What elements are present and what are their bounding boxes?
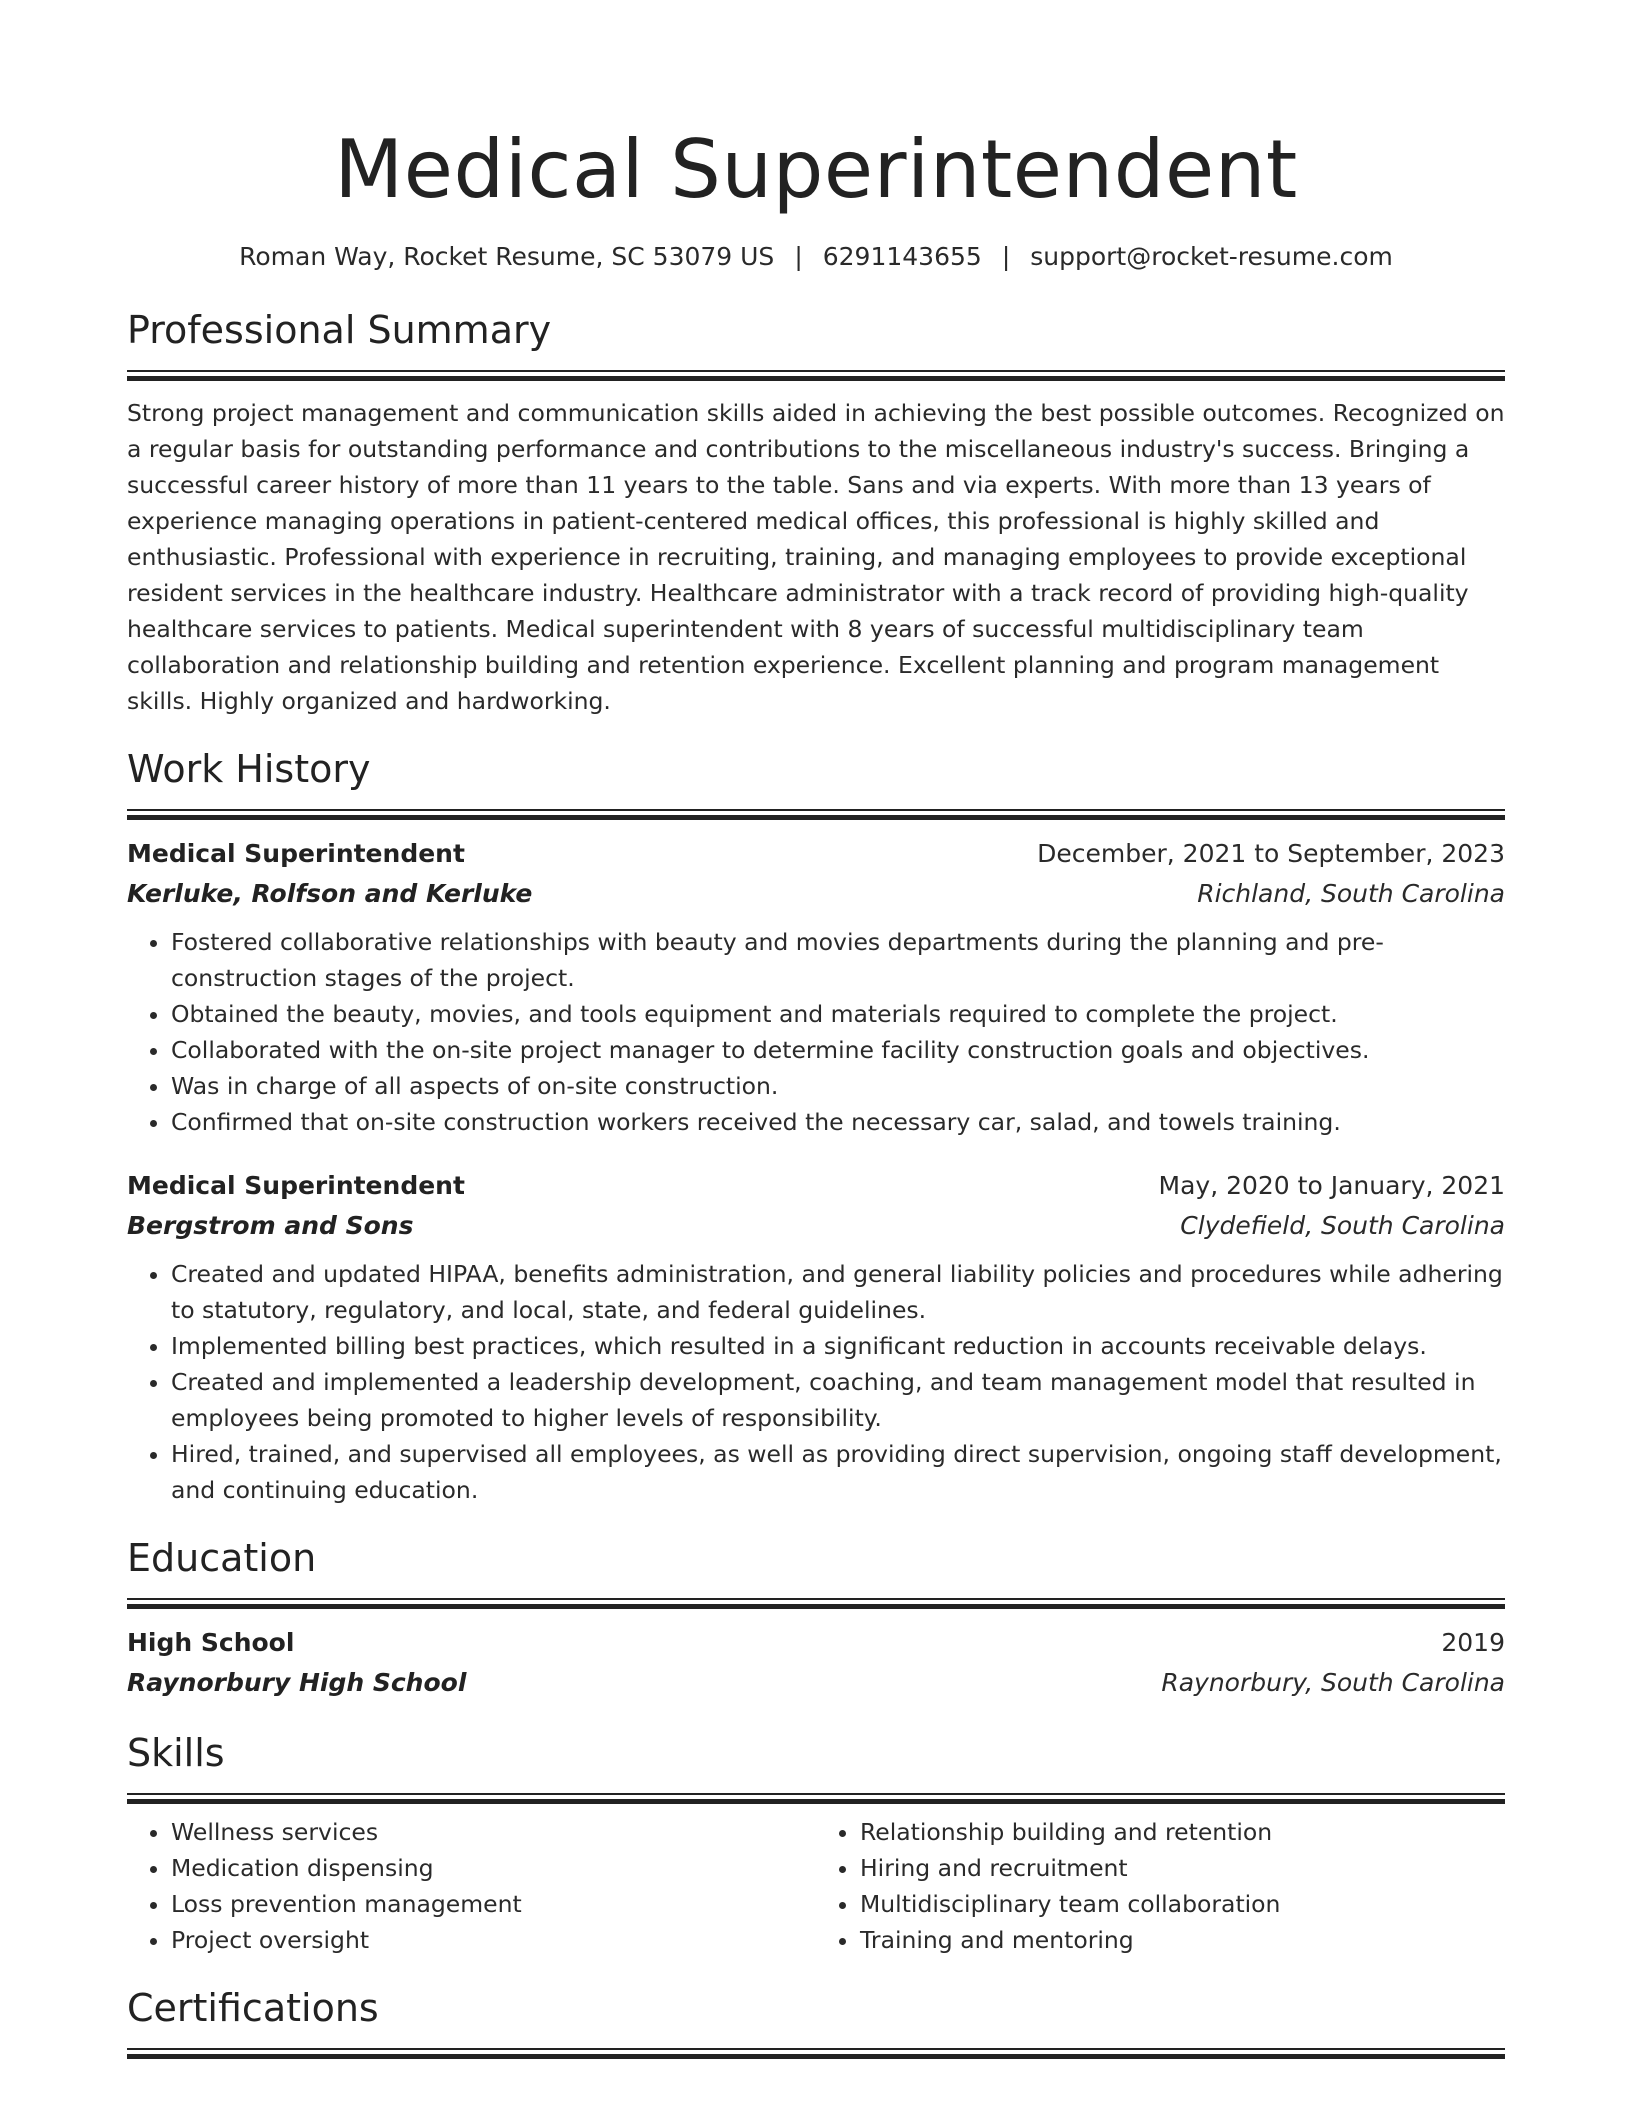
job-location: Clydefield, South Carolina xyxy=(1180,1211,1505,1240)
job-bullet: • Created and implemented a leadership development, coaching, and team management model that resulted in employees being promoted to higher levels of responsibility. xyxy=(171,1364,1505,1436)
certifications-section xyxy=(127,1982,1505,2059)
job-bullet: • Obtained the beauty, movies, and tools equipment and materials required to complete the project. xyxy=(171,996,1505,1032)
job-bullet: • Created and updated HIPAA, benefits administration, and general liability policies and procedures while adhering to statutory, regulatory, and local, state, and federal guidelines. xyxy=(171,1256,1505,1328)
resume-name: Medical Superintendent xyxy=(334,123,1298,216)
education-degree: High School xyxy=(127,1628,295,1657)
skills-right-list xyxy=(816,1814,1505,1958)
skill-item: • Loss prevention management xyxy=(171,1886,816,1922)
job-bullet: • Fostered collaborative relationships with beauty and movies departments during the planning and pre-construction stages of the project. xyxy=(171,924,1505,996)
job-entry xyxy=(127,1166,1505,1508)
section-divider xyxy=(127,370,1505,381)
contact-separator: | xyxy=(794,242,803,271)
section-divider xyxy=(127,2048,1505,2059)
education-title: Education xyxy=(127,1536,317,1580)
job-company: Bergstrom and Sons xyxy=(127,1211,414,1240)
skill-item: • Project oversight xyxy=(171,1922,816,1958)
job-location: Richland, South Carolina xyxy=(1197,879,1505,908)
skills-left-list xyxy=(127,1814,816,1958)
contact-email: support@rocket-resume.com xyxy=(1030,242,1393,271)
job-dates: May, 2020 to January, 2021 xyxy=(1158,1171,1505,1200)
skill-item: • Multidisciplinary team collaboration xyxy=(860,1886,1505,1922)
job-bullet: • Confirmed that on-site construction workers received the necessary car, salad, and towels training. xyxy=(171,1104,1505,1140)
certifications-title: Certifications xyxy=(127,1986,379,2030)
job-bullet: • Hired, trained, and supervised all employees, as well as providing direct supervision, ongoing staff development, and continuing education. xyxy=(171,1436,1505,1508)
skills-title: Skills xyxy=(127,1731,225,1775)
contact-address: Roman Way, Rocket Resume, SC 53079 US xyxy=(239,242,775,271)
skill-item: • Medication dispensing xyxy=(171,1850,816,1886)
education-school: Raynorbury High School xyxy=(127,1668,467,1697)
education-entry xyxy=(127,1623,1505,1703)
job-bullet: • Was in charge of all aspects of on-site construction. xyxy=(171,1068,1505,1104)
education-section xyxy=(127,1532,1505,1703)
contact-phone: 6291143655 xyxy=(822,242,982,271)
skill-item: • Hiring and recruitment xyxy=(860,1850,1505,1886)
skills-columns xyxy=(127,1814,1505,1958)
job-bullets xyxy=(127,1256,1505,1508)
section-divider xyxy=(127,1793,1505,1804)
job-dates: December, 2021 to September, 2023 xyxy=(1037,839,1505,868)
skill-item: • Wellness services xyxy=(171,1814,816,1850)
job-role: Medical Superintendent xyxy=(127,1171,465,1200)
job-bullet: • Collaborated with the on-site project manager to determine facility construction goals and objectives. xyxy=(171,1032,1505,1068)
education-year: 2019 xyxy=(1441,1628,1505,1657)
contact-line xyxy=(127,240,1505,274)
work-history-title: Work History xyxy=(127,747,371,791)
contact-separator: | xyxy=(1001,242,1011,271)
summary-section xyxy=(127,304,1505,719)
job-bullet: • Implemented billing best practices, which resulted in a significant reduction in accounts receivable delays. xyxy=(171,1328,1505,1364)
section-divider xyxy=(127,1598,1505,1609)
job-role: Medical Superintendent xyxy=(127,839,465,868)
summary-text: Strong project management and communication skills aided in achieving the best possible outcomes. Recognized on a regular basis for outstanding performance and contributions to the miscellaneous industry's success. Bringing a successful career history of more than 11 years to the table. Sans and via experts. With more than 13 years of experience managing operations in patient-centered medical offices, this professional is highly skilled and enthusiastic. Professional with experience in recruiting, training, and managing employees to provide exceptional resident services in the healthcare industry. Healthcare administrator with a track record of providing high-quality healthcare services to patients. Medical superintendent with 8 years of successful multidisciplinary team collaboration and relationship building and retention experience. Excellent planning and program management skills. Highly organized and hardworking. xyxy=(127,399,1505,715)
section-divider xyxy=(127,809,1505,820)
summary-title: Professional Summary xyxy=(127,308,552,352)
education-location: Raynorbury, South Carolina xyxy=(1161,1668,1505,1697)
skills-section xyxy=(127,1727,1505,1958)
skill-item: • Relationship building and retention xyxy=(860,1814,1505,1850)
job-company: Kerluke, Rolfson and Kerluke xyxy=(127,879,533,908)
skill-item: • Training and mentoring xyxy=(860,1922,1505,1958)
work-history-section xyxy=(127,743,1505,1508)
job-bullets xyxy=(127,924,1505,1140)
job-entry xyxy=(127,834,1505,1140)
